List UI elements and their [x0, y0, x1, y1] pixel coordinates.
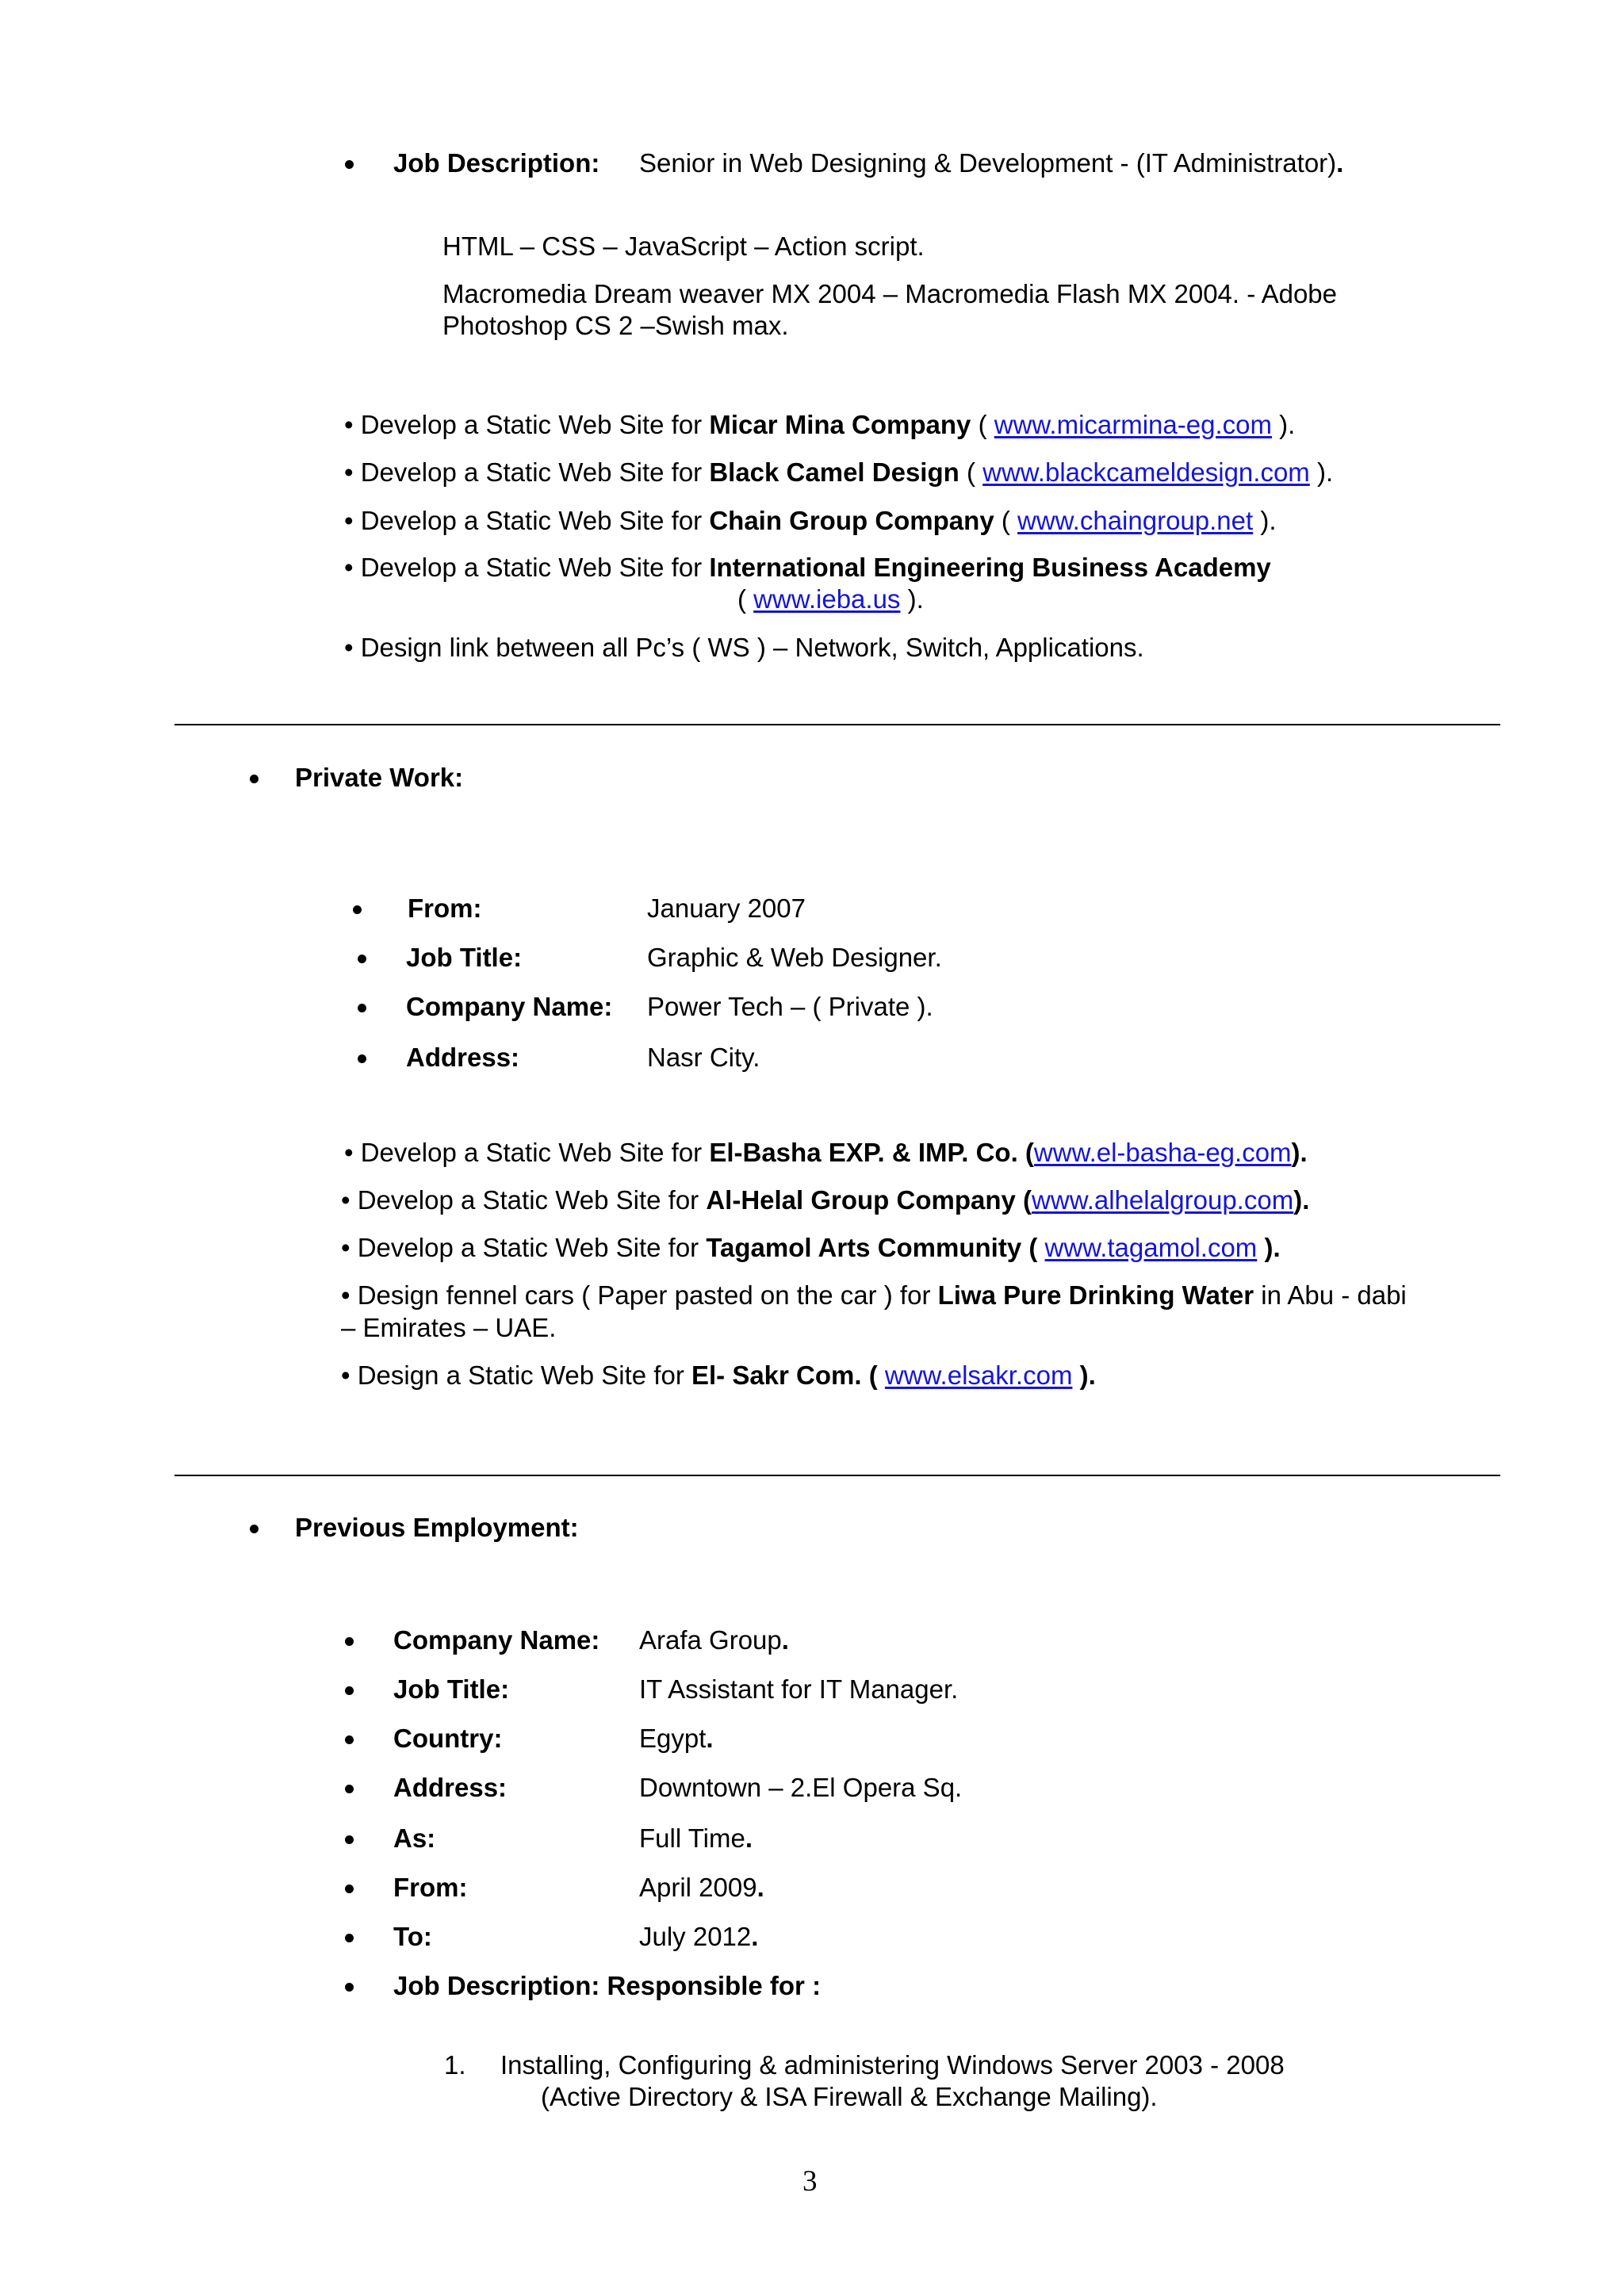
paren-open: (: [737, 584, 754, 614]
bullet-icon: [345, 1637, 354, 1646]
to-value: [639, 1921, 758, 1953]
responsibility-line-2: (Active Directory & ISA Firewall & Exchange Mailing).: [541, 2082, 1158, 2111]
as-label: As:: [393, 1823, 436, 1853]
project-name: Black Camel Design: [709, 457, 959, 487]
project-link[interactable]: www.ieba.us: [753, 584, 901, 614]
address-label: Address:: [406, 1043, 520, 1072]
company-name-value: Power Tech – ( Private ).: [647, 992, 933, 1021]
project-name: Micar Mina Company: [709, 410, 971, 439]
private-work-item: [341, 1232, 1281, 1264]
period: .: [756, 1873, 764, 1902]
paren-close: ).: [1291, 1138, 1308, 1167]
paren-close: ).: [1293, 1185, 1310, 1215]
project-item: • Design link between all Pc’s ( WS ) – Network, Switch, Applications.: [344, 633, 1144, 662]
responsibility-number: 1.: [444, 2050, 466, 2080]
bullet-icon: [345, 1835, 354, 1844]
period: .: [751, 1922, 759, 1951]
paren-close: ).: [1257, 1233, 1281, 1262]
project-link[interactable]: www.chaingroup.net: [1017, 506, 1254, 535]
job-description-value: [639, 147, 1343, 179]
country-text: Egypt: [639, 1724, 707, 1753]
to-text: July 2012: [639, 1922, 752, 1951]
paren-open: (: [994, 506, 1017, 535]
to-label: To:: [393, 1922, 432, 1951]
project-item: [344, 505, 1277, 537]
item-prefix: • Develop a Static Web Site for: [341, 1233, 707, 1262]
company-name-value: [639, 1624, 789, 1656]
company-name-label: Company Name:: [393, 1625, 600, 1655]
company-name-label: Company Name:: [406, 992, 613, 1021]
paren-open: (: [959, 457, 983, 487]
country-value: [639, 1723, 714, 1755]
skills-line-3: Photoshop CS 2 –Swish max.: [442, 311, 789, 340]
item-name: El-Basha EXP. & IMP. Co. (: [709, 1138, 1034, 1167]
section-divider: [174, 724, 1500, 725]
period: .: [706, 1724, 714, 1753]
from-text: April 2009: [639, 1873, 757, 1902]
project-prefix: • Develop a Static Web Site for: [344, 553, 710, 582]
bullet-icon: [345, 1686, 354, 1695]
as-value: [639, 1823, 753, 1854]
from-label: From:: [393, 1873, 468, 1902]
section-divider: [174, 1475, 1500, 1476]
bullet-icon: [345, 1983, 354, 1992]
bullet-icon: [358, 955, 366, 963]
bullet-icon: [345, 1735, 354, 1744]
private-work-item: [341, 1360, 1096, 1391]
page-number: 3: [802, 2165, 818, 2198]
job-description-text: Senior in Web Designing & Development - (IT Administrator): [639, 148, 1337, 178]
item-prefix: • Develop a Static Web Site for: [341, 1185, 707, 1215]
paren-close: ).: [1271, 410, 1296, 439]
bullet-icon: [353, 905, 362, 914]
paren-close: ).: [1072, 1360, 1096, 1390]
private-work-item: [341, 1280, 1407, 1311]
paren-open: (: [971, 410, 994, 439]
job-title-value: IT Assistant for IT Manager.: [639, 1674, 959, 1704]
project-name: Chain Group Company: [709, 506, 994, 535]
bullet-icon: [345, 1785, 354, 1793]
bullet-icon: [358, 1004, 366, 1012]
item-prefix: • Design fennel cars ( Paper pasted on the car ) for: [341, 1280, 938, 1310]
paren-close: ).: [1309, 457, 1334, 487]
bullet-icon: [345, 160, 354, 169]
item-name: Liwa Pure Drinking Water: [937, 1280, 1254, 1310]
item-prefix: • Design a Static Web Site for: [341, 1360, 691, 1390]
project-prefix: • Develop a Static Web Site for: [344, 410, 710, 439]
job-description-period: .: [1336, 148, 1344, 178]
item-name: Al-Helal Group Company (: [706, 1185, 1032, 1215]
private-work-item-continuation: – Emirates – UAE.: [341, 1313, 557, 1342]
bullet-icon: [250, 775, 259, 783]
project-item: [344, 409, 1295, 441]
project-item: [344, 457, 1333, 488]
item-link[interactable]: www.alhelalgroup.com: [1032, 1185, 1294, 1215]
job-description-label: Job Description:: [393, 148, 600, 178]
bullet-icon: [345, 1885, 354, 1893]
company-name-text: Arafa Group: [639, 1625, 782, 1655]
job-title-label: Job Title:: [406, 943, 523, 972]
project-link[interactable]: www.micarmina-eg.com: [994, 410, 1272, 439]
project-prefix: • Develop a Static Web Site for: [344, 457, 710, 487]
item-link[interactable]: www.elsakr.com: [884, 1360, 1073, 1390]
private-work-item: [341, 1184, 1309, 1216]
project-name: International Engineering Business Academy: [709, 553, 1271, 582]
as-text: Full Time: [639, 1823, 745, 1853]
bullet-icon: [358, 1054, 366, 1063]
paren-close: ).: [1253, 506, 1277, 535]
address-label: Address:: [393, 1773, 508, 1802]
skills-line-2: Macromedia Dream weaver MX 2004 – Macromedia Flash MX 2004. - Adobe: [442, 279, 1338, 308]
address-value: Downtown – 2.El Opera Sq.: [639, 1773, 963, 1802]
job-title-label: Job Title:: [393, 1674, 510, 1704]
project-prefix: • Develop a Static Web Site for: [344, 506, 710, 535]
section-heading: Previous Employment:: [295, 1513, 579, 1542]
private-work-item: [344, 1137, 1308, 1169]
address-value: Nasr City.: [647, 1043, 760, 1072]
item-name: El- Sakr Com. (: [691, 1360, 885, 1390]
project-item-continuation: [737, 584, 924, 615]
job-title-value: Graphic & Web Designer.: [647, 943, 942, 972]
item-link[interactable]: www.el-basha-eg.com: [1033, 1138, 1292, 1167]
project-link[interactable]: www.blackcameldesign.com: [982, 457, 1310, 487]
from-value: January 2007: [647, 894, 806, 923]
period: .: [745, 1823, 753, 1853]
skills-line-1: HTML – CSS – JavaScript – Action script.: [442, 232, 925, 261]
section-heading: Private Work:: [295, 763, 464, 792]
item-name: Tagamol Arts Community (: [706, 1233, 1045, 1262]
from-label: From:: [408, 894, 482, 923]
country-label: Country:: [393, 1724, 503, 1753]
job-description-label: Job Description: Responsible for :: [393, 1971, 822, 2000]
responsibility-line-1: Installing, Configuring & administering Windows Server 2003 - 2008: [500, 2050, 1285, 2080]
period: .: [781, 1625, 789, 1655]
item-link[interactable]: www.tagamol.com: [1044, 1233, 1258, 1262]
project-item: [344, 552, 1271, 584]
bullet-icon: [250, 1525, 259, 1533]
paren-close: ).: [900, 584, 924, 614]
item-suffix: in Abu - dabi: [1254, 1280, 1407, 1310]
item-prefix: • Develop a Static Web Site for: [344, 1138, 710, 1167]
bullet-icon: [345, 1934, 354, 1942]
from-value: [639, 1872, 764, 1904]
